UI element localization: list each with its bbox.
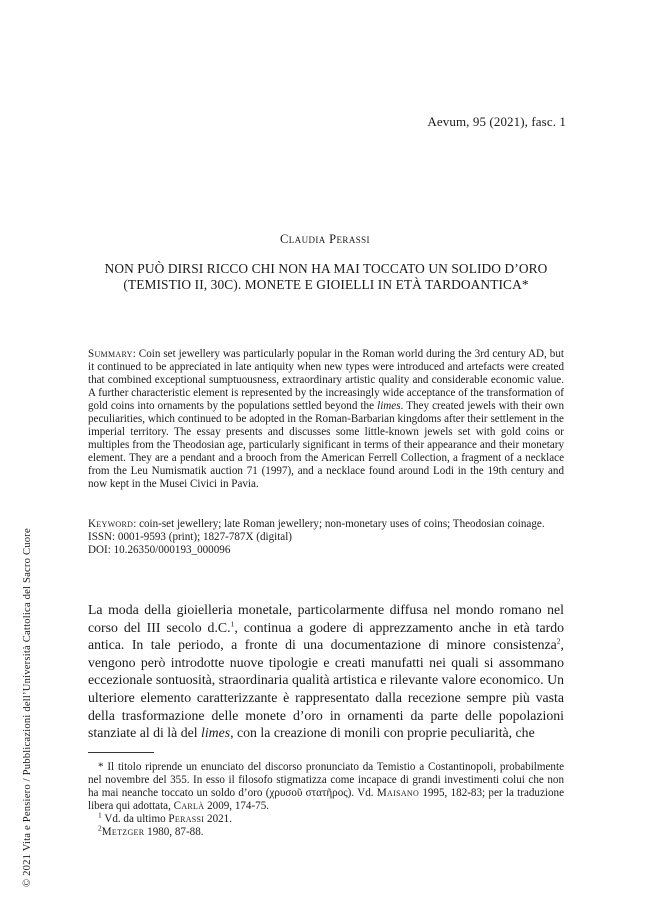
summary-abstract (88, 348, 564, 491)
footnote-1-cite: Perassi (168, 813, 205, 825)
summary-label: Summary (88, 348, 133, 360)
footnote-2-mark: 2 (98, 823, 102, 833)
body-text (88, 601, 564, 742)
article-title: NON PUÒ DIRSI RICCO CHI NON HA MAI TOCCATO UN SOLIDO D’ORO (TEMISTIO II, 30C). MONETE E GIOIELLI IN ETÀ TARDOANTICA* (104, 261, 548, 292)
body-text-p2: , continua a godere di apprezzamento anche in età tardo antica. In tale periodo, a fronte di una documentazione di minore consistenza (88, 619, 564, 653)
body-text-p3: , vengono però introdotte nuove tipologie e creati manufatti nei quali si assommano eccezionale sontuosità, straordinaria qualità artistica e rilevante valore economico. Un ulteriore elemento caratterizzante è rappresentato dalla recezione sempre più vasta della trasformazione delle monete d’oro in ornamenti da parte delle popolazioni stanziate al di là del (88, 637, 564, 741)
footnote-1-text-a: Vd. da ultimo (101, 813, 169, 825)
footnote-2-text: 1980, 87-88. (144, 826, 204, 838)
footnote-star-text-a: * Il titolo riprende un enunciato del discorso pronunciato da Temistio a Costantinopoli, probabilmente nel novembre del 355. In esso il filosofo stigmatizza come incapace di grandi investimenti colui che non ha mai neanche toccato un soldo d’oro (χρυσοῦ στατῆρος). Vd. (88, 761, 564, 799)
body-text-p1: La moda della gioielleria monetale, particolarmente diffusa nel mondo romano nel corso del III secolo d.C. (88, 602, 564, 635)
footnote-1-mark: 1 (98, 810, 102, 820)
body-text-p4: , con la creazione di monili con proprie peculiarità, che (230, 725, 535, 741)
summary-text-a: : Coin set jewellery was particularly popular in the Roman world during the 3rd century AD, but it continued to be appreciated in late antiquity when new types were introduced and artefacts were created that combined exceptional sumptuousness, extraordinary artistic quality and considerable economic value. A further characteristic element is represented by the increasingly wide acceptance of the transformation of gold coins into ornaments by the populations settled beyond the (88, 348, 564, 412)
body-paragraph (88, 601, 564, 742)
keyword-label: Keyword (88, 518, 134, 530)
footnote-ref-2: 2 (556, 636, 561, 646)
footnote-1-text-b: 2021. (204, 813, 232, 825)
author-name: Claudia Perassi (280, 232, 370, 246)
journal-reference: Aevum, 95 (2021), fasc. 1 (427, 114, 566, 129)
summary-limes: limes (377, 400, 401, 412)
doi-line: DOI: 10.26350/000193_000096 (88, 544, 231, 556)
footnote-star-text-c: 2009, 174-75. (204, 800, 270, 812)
footnote-ref-1: 1 (230, 619, 235, 628)
keyword-text: : coin-set jewellery; late Roman jewellery; non-monetary uses of coins; Theodosian coinage. (133, 518, 545, 530)
footnote-2 (88, 823, 564, 839)
footnote-1 (88, 810, 564, 826)
footnote-divider (88, 752, 154, 753)
footnotes (88, 761, 564, 839)
keywords-block (88, 518, 564, 557)
footnote-star-cite-1: Maisano (376, 787, 420, 799)
copyright-side-note: © 2021 Vita e Pensiero / Pubblicazioni dell’Università Cattolica del Sacro Cuore (22, 528, 33, 887)
summary-text-b: . They created jewels with their own peculiarities, which continued to be adopted in the Roman-Barbarian kingdoms after their settlement in the imperial territory. The essay presents and discusses some little-known jewels set with gold coins or multiples from the Theodosian age, particularly significant in terms of their appearance and their monetary element. They are a pendant and a brooch from the American Ferrell Collection, a fragment of a necklace from the Leu Numismatik auction 71 (1997), and a necklace found around Lodi in the 19th century and now kept in the Musei Civici in Pavia. (88, 400, 564, 490)
keyword-line (88, 518, 564, 531)
body-limes: limes (201, 725, 231, 741)
footnote-star-cite-2: Carlà (173, 800, 205, 812)
footnote-star (88, 761, 564, 813)
footnote-star-text-b: 1995, 182-83; per la traduzione libera qui adottata, (88, 787, 564, 812)
issn-line: ISSN: 0001-9593 (print); 1827-787X (digital) (88, 531, 292, 543)
footnote-2-cite: Metzger (101, 826, 145, 838)
